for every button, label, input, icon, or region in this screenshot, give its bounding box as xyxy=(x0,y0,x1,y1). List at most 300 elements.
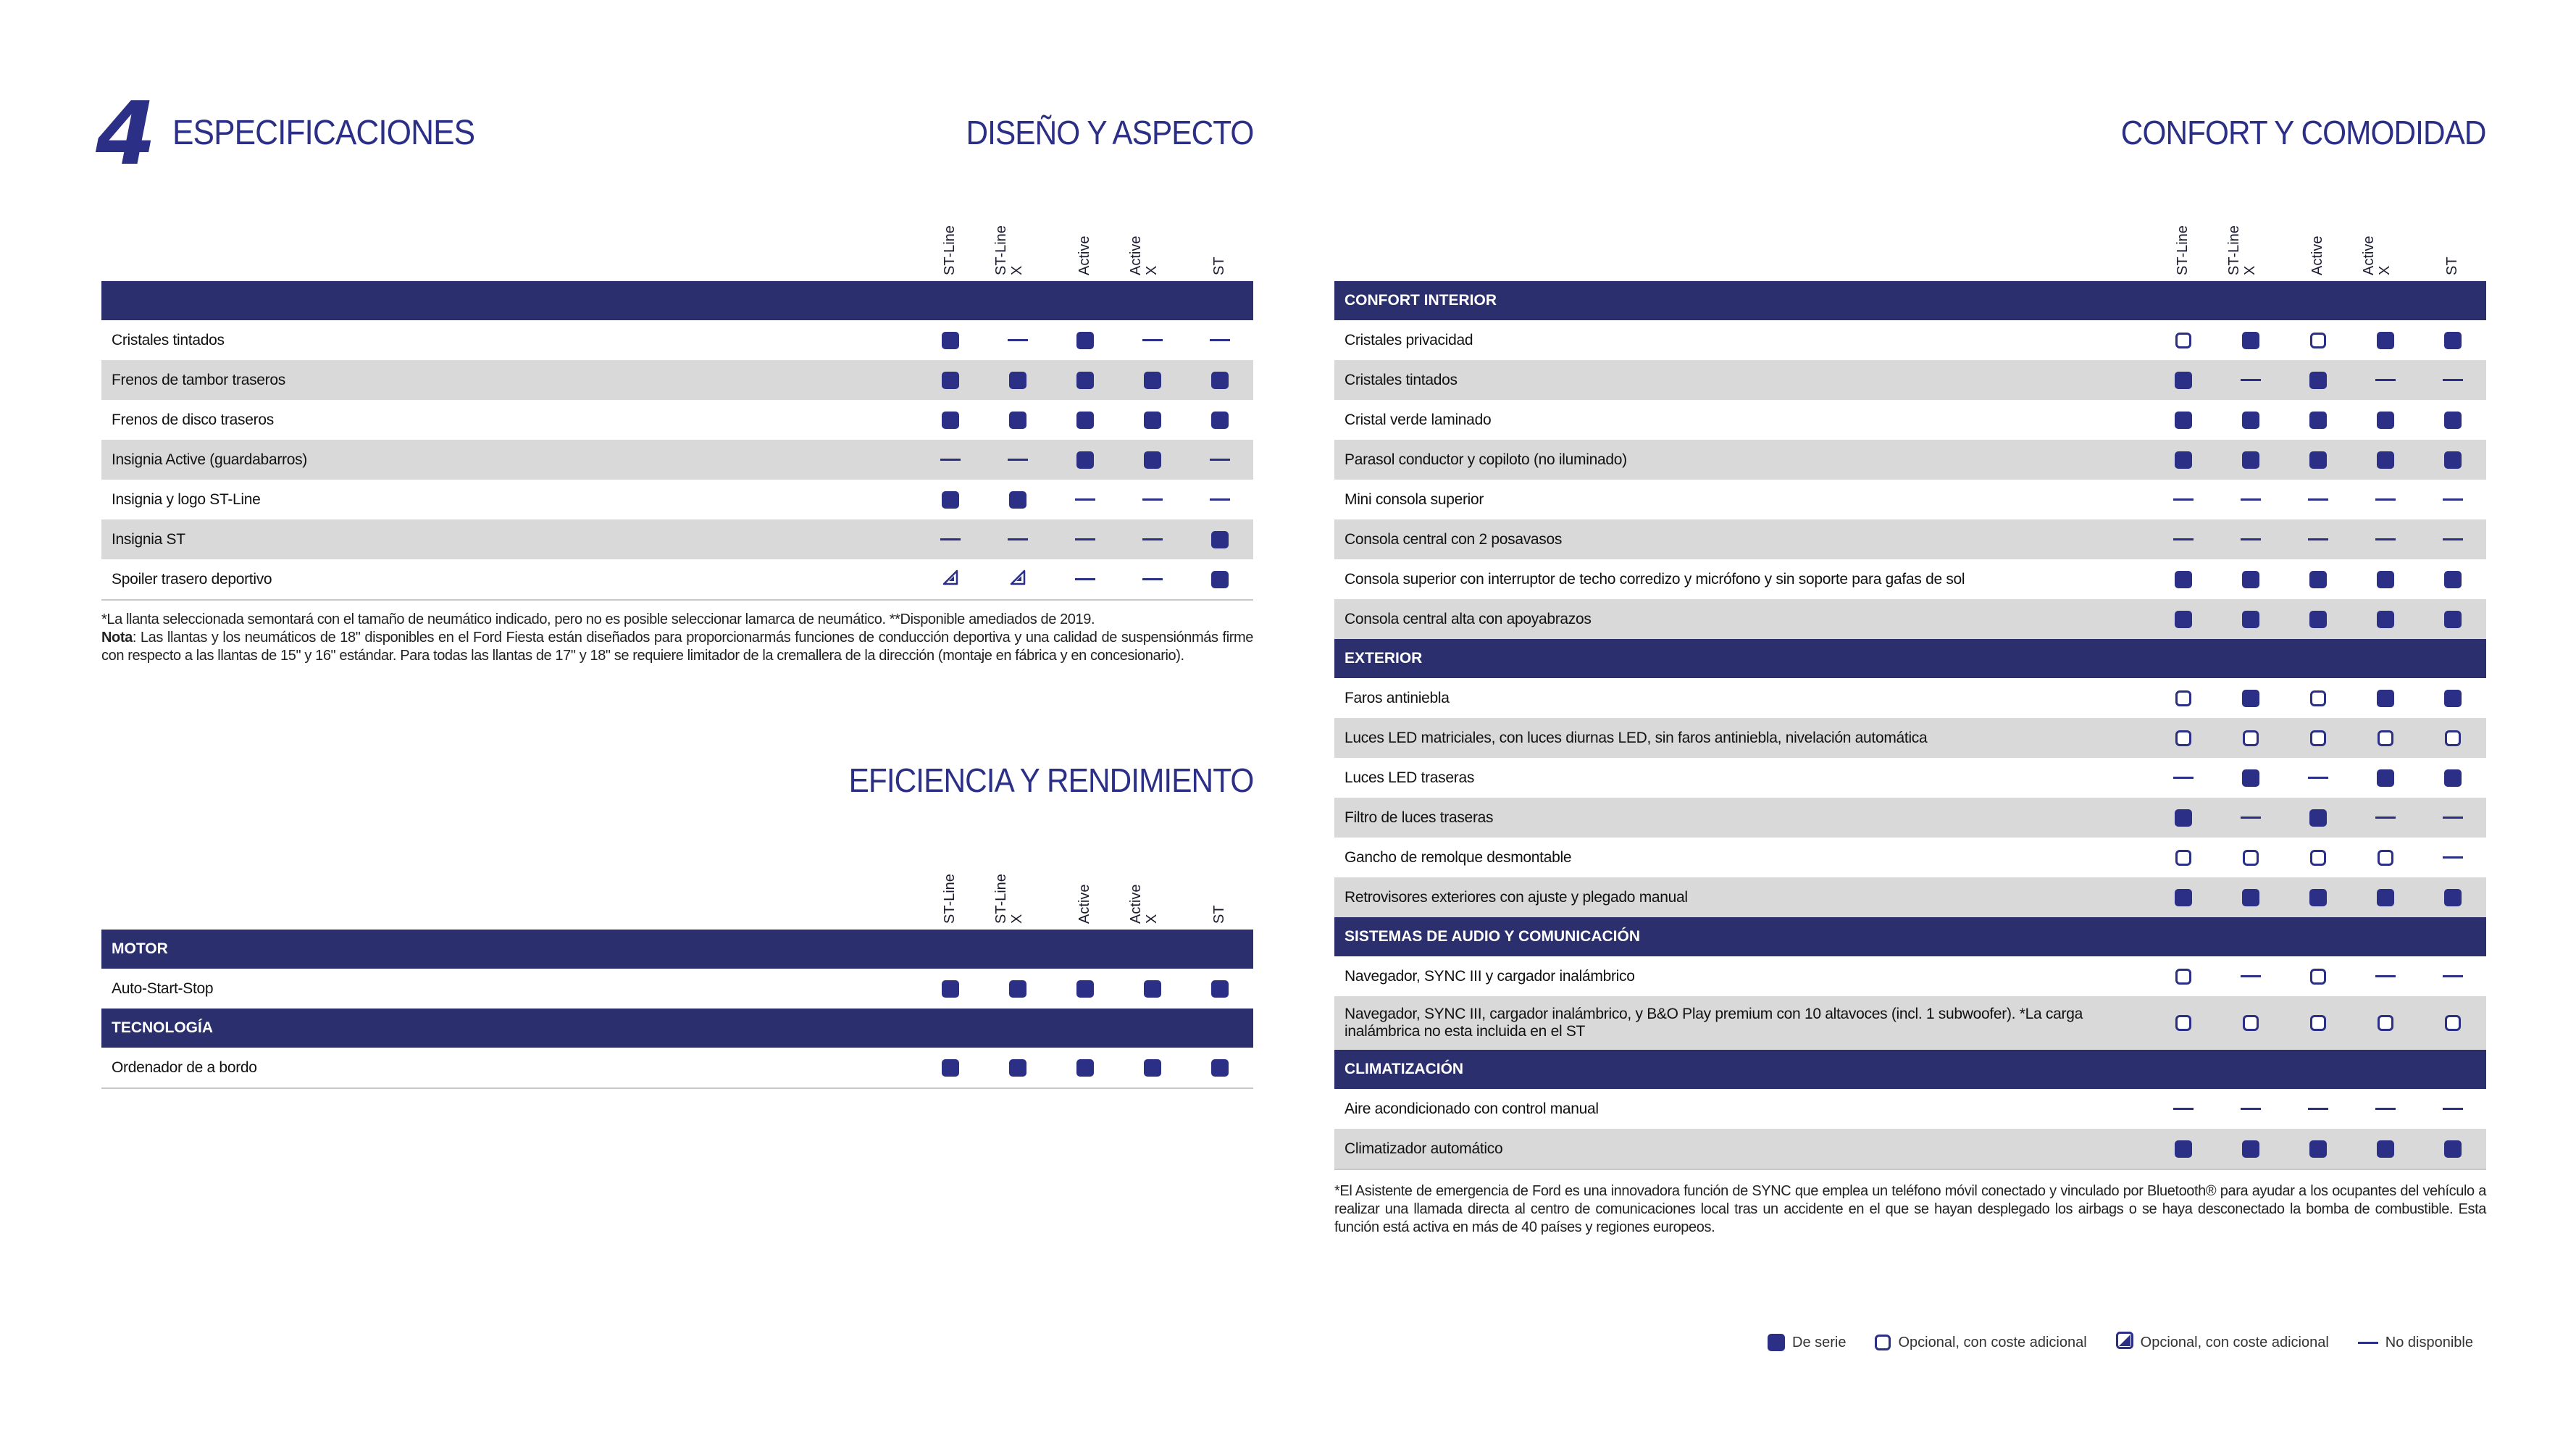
value-cell xyxy=(1138,969,1167,1009)
dash-icon xyxy=(2173,498,2194,501)
column-header: Active X xyxy=(2361,235,2393,275)
column-header: ST-Line xyxy=(2175,225,2191,275)
value-cell xyxy=(936,320,965,360)
standard-icon xyxy=(2377,412,2394,429)
value-cell xyxy=(936,440,965,480)
standard-icon xyxy=(1009,491,1026,509)
table-row xyxy=(1334,480,2486,519)
standard-icon xyxy=(2309,809,2327,827)
value-cell xyxy=(2304,718,2333,758)
standard-icon xyxy=(1144,412,1161,429)
value-cell xyxy=(2169,519,2198,559)
value-cell xyxy=(2236,480,2265,519)
optional-icon xyxy=(2378,850,2393,866)
dash-icon xyxy=(1210,339,1230,341)
table-row xyxy=(1334,519,2486,559)
value-cell xyxy=(2371,559,2400,599)
table-row xyxy=(1334,440,2486,480)
value-cell xyxy=(2304,838,2333,877)
dash-icon xyxy=(1008,339,1028,341)
dash-icon xyxy=(2375,1108,2396,1110)
dash-icon xyxy=(2308,538,2328,540)
group-header: MOTOR xyxy=(101,930,1253,969)
efficiency-title: EFICIENCIA Y RENDIMIENTO xyxy=(848,761,1253,799)
value-cell xyxy=(2169,440,2198,480)
table-row xyxy=(101,969,1253,1009)
standard-icon xyxy=(2242,889,2259,906)
group-header: TECNOLOGÍA xyxy=(101,1009,1253,1048)
optional-icon xyxy=(2310,333,2326,348)
standard-icon xyxy=(1211,571,1229,588)
dash-icon xyxy=(2358,1342,2378,1344)
section-number: 4 xyxy=(96,84,156,185)
table-row xyxy=(101,519,1253,559)
design-footnote-1: *La llanta seleccionada semontará con el tamaño de neumático indicado, pero no es posible seleccionar lamarca de neumático. **Disponible amediados de 2019. xyxy=(101,611,1095,627)
value-cell xyxy=(2304,599,2333,639)
row-label: Consola central alta con apoyabrazos xyxy=(1345,610,1592,627)
dash-icon xyxy=(2241,817,2261,819)
standard-icon xyxy=(2377,690,2394,707)
table-row xyxy=(101,440,1253,480)
standard-icon xyxy=(1211,531,1229,548)
dash-icon xyxy=(2241,379,2261,381)
value-cell xyxy=(2236,1129,2265,1169)
dash-icon xyxy=(1008,459,1028,461)
table-row xyxy=(101,400,1253,440)
standard-icon xyxy=(2309,611,2327,628)
row-label: Gancho de remolque desmontable xyxy=(1345,848,1572,866)
value-cell xyxy=(2438,360,2467,400)
value-cell xyxy=(936,1048,965,1087)
value-cell xyxy=(2169,1089,2198,1129)
table-row xyxy=(1334,1129,2486,1169)
value-cell xyxy=(1003,360,1032,400)
value-cell xyxy=(2236,440,2265,480)
value-cell xyxy=(1003,480,1032,519)
value-cell xyxy=(2236,559,2265,599)
standard-icon xyxy=(1009,372,1026,389)
value-cell xyxy=(2438,440,2467,480)
standard-icon xyxy=(2444,690,2462,707)
value-cell xyxy=(2371,320,2400,360)
value-cell xyxy=(2438,599,2467,639)
pack-icon xyxy=(942,569,959,590)
pack-icon xyxy=(1009,569,1026,590)
group-header: CLIMATIZACIÓN xyxy=(1334,1050,2486,1089)
value-cell xyxy=(2236,956,2265,996)
value-cell xyxy=(2438,718,2467,758)
dash-icon xyxy=(2173,1108,2194,1110)
table-row xyxy=(1334,996,2486,1050)
column-header: ST-Line X xyxy=(2226,225,2258,275)
value-cell xyxy=(2438,1089,2467,1129)
standard-icon xyxy=(2444,332,2462,349)
table-row xyxy=(1334,877,2486,917)
standard-icon xyxy=(2444,769,2462,787)
value-cell xyxy=(2371,360,2400,400)
standard-icon xyxy=(2377,769,2394,787)
row-label: Filtro de luces traseras xyxy=(1345,809,1494,826)
value-cell xyxy=(2304,1129,2333,1169)
standard-icon xyxy=(1076,980,1094,998)
standard-icon xyxy=(1144,372,1161,389)
standard-icon xyxy=(2377,611,2394,628)
standard-icon xyxy=(2309,412,2327,429)
note-label: Nota xyxy=(101,630,133,646)
row-label: Retrovisores exteriores con ajuste y plegado manual xyxy=(1345,888,1688,906)
section-title: ESPECIFICACIONES xyxy=(172,114,475,152)
value-cell xyxy=(1205,440,1234,480)
dash-icon xyxy=(2443,856,2463,859)
standard-icon xyxy=(2309,889,2327,906)
dash-icon xyxy=(2375,975,2396,977)
row-label: Frenos de disco traseros xyxy=(112,411,274,428)
value-cell xyxy=(2438,480,2467,519)
value-cell xyxy=(2438,956,2467,996)
column-header: Active xyxy=(1076,884,1092,924)
column-header: ST xyxy=(2444,256,2460,275)
value-cell xyxy=(2438,838,2467,877)
dash-icon xyxy=(2443,379,2463,381)
value-cell xyxy=(1138,400,1167,440)
value-cell xyxy=(2169,718,2198,758)
standard-icon xyxy=(2444,611,2462,628)
table-row xyxy=(101,559,1253,599)
standard-icon xyxy=(2242,332,2259,349)
row-label: Cristales tintados xyxy=(112,331,225,348)
value-cell xyxy=(2438,320,2467,360)
row-label: Consola central con 2 posavasos xyxy=(1345,530,1563,548)
row-label: Faros antiniebla xyxy=(1345,689,1450,706)
value-cell xyxy=(2304,320,2333,360)
dash-icon xyxy=(2241,1108,2261,1110)
standard-icon xyxy=(1211,372,1229,389)
dash-icon xyxy=(1142,498,1163,501)
value-cell xyxy=(2304,360,2333,400)
table-row xyxy=(1334,599,2486,639)
optional-icon xyxy=(2175,850,2191,866)
standard-icon xyxy=(1211,412,1229,429)
optional-icon xyxy=(2175,969,2191,985)
row-label: Cristal verde laminado xyxy=(1345,411,1492,428)
group-header xyxy=(101,281,1253,320)
dash-icon xyxy=(1210,459,1230,461)
standard-icon xyxy=(942,332,959,349)
value-cell xyxy=(2169,996,2198,1050)
column-header: ST xyxy=(1211,256,1227,275)
value-cell xyxy=(2169,559,2198,599)
value-cell xyxy=(2169,956,2198,996)
standard-icon xyxy=(1076,332,1094,349)
standard-icon xyxy=(2309,1140,2327,1158)
standard-icon xyxy=(2242,769,2259,787)
dash-icon xyxy=(2173,777,2194,779)
value-cell xyxy=(2438,400,2467,440)
standard-icon xyxy=(1076,372,1094,389)
value-cell xyxy=(2438,758,2467,798)
value-cell xyxy=(2169,320,2198,360)
dash-icon xyxy=(2241,498,2261,501)
value-cell xyxy=(1205,1048,1234,1087)
legend-pack: Opcional, con coste adicional xyxy=(2116,1332,2329,1353)
value-cell xyxy=(2236,599,2265,639)
table-row xyxy=(1334,956,2486,996)
value-cell xyxy=(1071,519,1100,559)
table-row xyxy=(1334,360,2486,400)
column-header: Active xyxy=(2309,235,2325,275)
value-cell xyxy=(936,559,965,599)
value-cell xyxy=(2169,758,2198,798)
standard-icon xyxy=(2175,412,2192,429)
optional-icon xyxy=(2445,730,2461,746)
optional-icon xyxy=(2310,850,2326,866)
value-cell xyxy=(936,360,965,400)
standard-icon xyxy=(1076,412,1094,429)
value-cell xyxy=(2236,758,2265,798)
row-label: Insignia ST xyxy=(112,530,185,548)
value-cell xyxy=(2371,1129,2400,1169)
standard-icon xyxy=(942,372,959,389)
table-row xyxy=(101,320,1253,360)
value-cell xyxy=(2304,440,2333,480)
value-cell xyxy=(2169,798,2198,838)
dash-icon xyxy=(2375,498,2396,501)
standard-icon xyxy=(2242,451,2259,469)
value-cell xyxy=(1071,440,1100,480)
standard-icon xyxy=(2242,690,2259,707)
row-label: Insignia Active (guardabarros) xyxy=(112,451,307,468)
dash-icon xyxy=(2308,498,2328,501)
standard-icon xyxy=(1144,1059,1161,1077)
optional-icon xyxy=(1875,1335,1891,1350)
value-cell xyxy=(1138,559,1167,599)
standard-icon xyxy=(2444,571,2462,588)
optional-icon xyxy=(2378,730,2393,746)
column-header: Active X xyxy=(1128,235,1160,275)
row-label: Mini consola superior xyxy=(1345,490,1484,508)
value-cell xyxy=(1003,969,1032,1009)
value-cell xyxy=(2371,1089,2400,1129)
column-header: ST-Line X xyxy=(993,874,1025,924)
value-cell xyxy=(1003,440,1032,480)
optional-icon xyxy=(2243,730,2259,746)
optional-icon xyxy=(2378,1015,2393,1031)
standard-icon xyxy=(1009,1059,1026,1077)
value-cell xyxy=(2304,678,2333,718)
row-label: Luces LED traseras xyxy=(1345,769,1475,786)
standard-icon xyxy=(2377,1140,2394,1158)
row-label: Navegador, SYNC III y cargador inalámbrico xyxy=(1345,967,1635,985)
standard-icon xyxy=(942,1059,959,1077)
value-cell xyxy=(1071,1048,1100,1087)
value-cell xyxy=(1071,969,1100,1009)
value-cell xyxy=(2371,480,2400,519)
value-cell xyxy=(2304,480,2333,519)
column-header: ST-Line xyxy=(942,874,958,924)
value-cell xyxy=(1071,320,1100,360)
group-header: CONFORT INTERIOR xyxy=(1334,281,2486,320)
standard-icon xyxy=(2377,571,2394,588)
table-row xyxy=(101,360,1253,400)
standard-icon xyxy=(1076,1059,1094,1077)
value-cell xyxy=(1205,360,1234,400)
table-row xyxy=(1334,400,2486,440)
value-cell xyxy=(2304,798,2333,838)
standard-icon xyxy=(1144,451,1161,469)
standard-icon xyxy=(2175,372,2192,389)
dash-icon xyxy=(2443,538,2463,540)
value-cell xyxy=(2236,877,2265,917)
row-label: Luces LED matriciales, con luces diurnas LED, sin faros antiniebla, nivelación automática xyxy=(1345,729,1928,746)
optional-icon xyxy=(2175,730,2191,746)
value-cell xyxy=(1205,400,1234,440)
standard-icon xyxy=(2175,1140,2192,1158)
value-cell xyxy=(2304,877,2333,917)
value-cell xyxy=(2169,480,2198,519)
optional-icon xyxy=(2175,1015,2191,1031)
value-cell xyxy=(1071,400,1100,440)
row-label: Spoiler trasero deportivo xyxy=(112,570,272,588)
design-title: DISEÑO Y ASPECTO xyxy=(966,114,1253,151)
standard-icon xyxy=(942,980,959,998)
value-cell xyxy=(2236,718,2265,758)
table-row xyxy=(101,1048,1253,1087)
value-cell xyxy=(1205,519,1234,559)
value-cell xyxy=(2169,1129,2198,1169)
dash-icon xyxy=(2443,817,2463,819)
value-cell xyxy=(2371,400,2400,440)
value-cell xyxy=(1003,559,1032,599)
comfort-footnote: *El Asistente de emergencia de Ford es una innovadora función de SYNC que emplea un teléfono móvil conectado y vinculado por Bluetooth® para ayudar a los ocupantes del vehículo a realizar una llamada directa al centro de comunicaciones local tras un accidente en el que se hayan desplegado los airbags o se haya desconectado la bomba de combustible. Esta función está activa en más de 40 países y regiones europeos. xyxy=(1334,1183,2486,1235)
standard-icon xyxy=(2242,1140,2259,1158)
value-cell xyxy=(1138,320,1167,360)
optional-icon xyxy=(2243,1015,2259,1031)
dash-icon xyxy=(1075,538,1095,540)
standard-icon xyxy=(2242,611,2259,628)
value-cell xyxy=(2371,838,2400,877)
value-cell xyxy=(1003,1048,1032,1087)
optional-icon xyxy=(2310,690,2326,706)
dash-icon xyxy=(2443,975,2463,977)
value-cell xyxy=(2371,758,2400,798)
value-cell xyxy=(2236,400,2265,440)
value-cell xyxy=(2304,559,2333,599)
dash-icon xyxy=(2308,777,2328,779)
standard-icon xyxy=(1009,980,1026,998)
value-cell xyxy=(1205,969,1234,1009)
column-header: ST xyxy=(1211,905,1227,924)
group-header: SISTEMAS DE AUDIO Y COMUNICACIÓN xyxy=(1334,917,2486,956)
value-cell xyxy=(2371,440,2400,480)
pack-icon xyxy=(2116,1332,2133,1353)
row-label: Aire acondicionado con control manual xyxy=(1345,1100,1599,1117)
value-cell xyxy=(2304,758,2333,798)
value-cell xyxy=(2236,678,2265,718)
dash-icon xyxy=(940,538,961,540)
table-row xyxy=(1334,1089,2486,1129)
row-label: Insignia y logo ST-Line xyxy=(112,490,261,508)
value-cell xyxy=(2169,599,2198,639)
value-cell xyxy=(2438,996,2467,1050)
dash-icon xyxy=(2308,1108,2328,1110)
table-row xyxy=(1334,559,2486,599)
row-label: Auto-Start-Stop xyxy=(112,980,214,997)
row-label: Consola superior con interruptor de techo corredizo y micrófono y sin soporte para gafas de sol xyxy=(1345,570,1965,588)
dash-icon xyxy=(2375,379,2396,381)
value-cell xyxy=(2236,1089,2265,1129)
value-cell xyxy=(1205,559,1234,599)
value-cell xyxy=(1003,320,1032,360)
value-cell xyxy=(1138,440,1167,480)
dash-icon xyxy=(1142,339,1163,341)
optional-icon xyxy=(2310,730,2326,746)
standard-icon xyxy=(2175,889,2192,906)
dash-icon xyxy=(1075,498,1095,501)
value-cell xyxy=(2304,400,2333,440)
table-row xyxy=(1334,718,2486,758)
value-cell xyxy=(1138,480,1167,519)
dash-icon xyxy=(2241,975,2261,977)
value-cell xyxy=(2169,678,2198,718)
standard-icon xyxy=(2175,451,2192,469)
column-header: Active xyxy=(1076,235,1092,275)
value-cell xyxy=(1071,480,1100,519)
value-cell xyxy=(1205,320,1234,360)
value-cell xyxy=(2236,360,2265,400)
value-cell xyxy=(2304,956,2333,996)
value-cell xyxy=(1003,400,1032,440)
standard-icon xyxy=(1076,451,1094,469)
row-label: Frenos de tambor traseros xyxy=(112,371,285,388)
value-cell xyxy=(2236,798,2265,838)
dash-icon xyxy=(2443,1108,2463,1110)
optional-icon xyxy=(2310,1015,2326,1031)
standard-icon xyxy=(1211,1059,1229,1077)
value-cell xyxy=(1138,519,1167,559)
value-cell xyxy=(2371,877,2400,917)
design-footnote-2 xyxy=(101,629,1253,665)
dash-icon xyxy=(1008,538,1028,540)
standard-icon xyxy=(2175,611,2192,628)
row-label: Ordenador de a bordo xyxy=(112,1058,257,1076)
standard-icon xyxy=(1144,980,1161,998)
value-cell xyxy=(2438,1129,2467,1169)
optional-icon xyxy=(2175,333,2191,348)
dash-icon xyxy=(1142,578,1163,580)
standard-icon xyxy=(2309,372,2327,389)
standard-icon xyxy=(2175,809,2192,827)
value-cell xyxy=(1003,519,1032,559)
standard-icon xyxy=(1768,1334,1785,1351)
standard-icon xyxy=(2444,889,2462,906)
value-cell xyxy=(2169,838,2198,877)
value-cell xyxy=(1071,559,1100,599)
dash-icon xyxy=(1210,498,1230,501)
value-cell xyxy=(2236,838,2265,877)
value-cell xyxy=(2236,996,2265,1050)
value-cell xyxy=(2438,877,2467,917)
standard-icon xyxy=(2444,1140,2462,1158)
row-label: Navegador, SYNC III, cargador inalámbrico, y B&O Play premium con 10 altavoces (incl. 1 subwoofer). *La carga inalámbrica no esta incluida en el ST xyxy=(1345,1006,2083,1040)
value-cell xyxy=(2371,599,2400,639)
value-cell xyxy=(1138,360,1167,400)
note-text: : Las llantas y los neumáticos de 18" disponibles en el Ford Fiesta están diseñados para proporcionarmás funciones de conducción deportiva y una calidad de suspensiónmás firme con respecto a las llantas de 15" y 16" estándar. Para todas las llantas de 17" y 18" se requiere limitador de la cremallera de la dirección (montaje en fábrica y en concesionario). xyxy=(101,630,1253,664)
value-cell xyxy=(936,969,965,1009)
dash-icon xyxy=(2375,817,2396,819)
legend-na: No disponible xyxy=(2358,1335,2473,1351)
standard-icon xyxy=(942,491,959,509)
table-row xyxy=(1334,678,2486,718)
